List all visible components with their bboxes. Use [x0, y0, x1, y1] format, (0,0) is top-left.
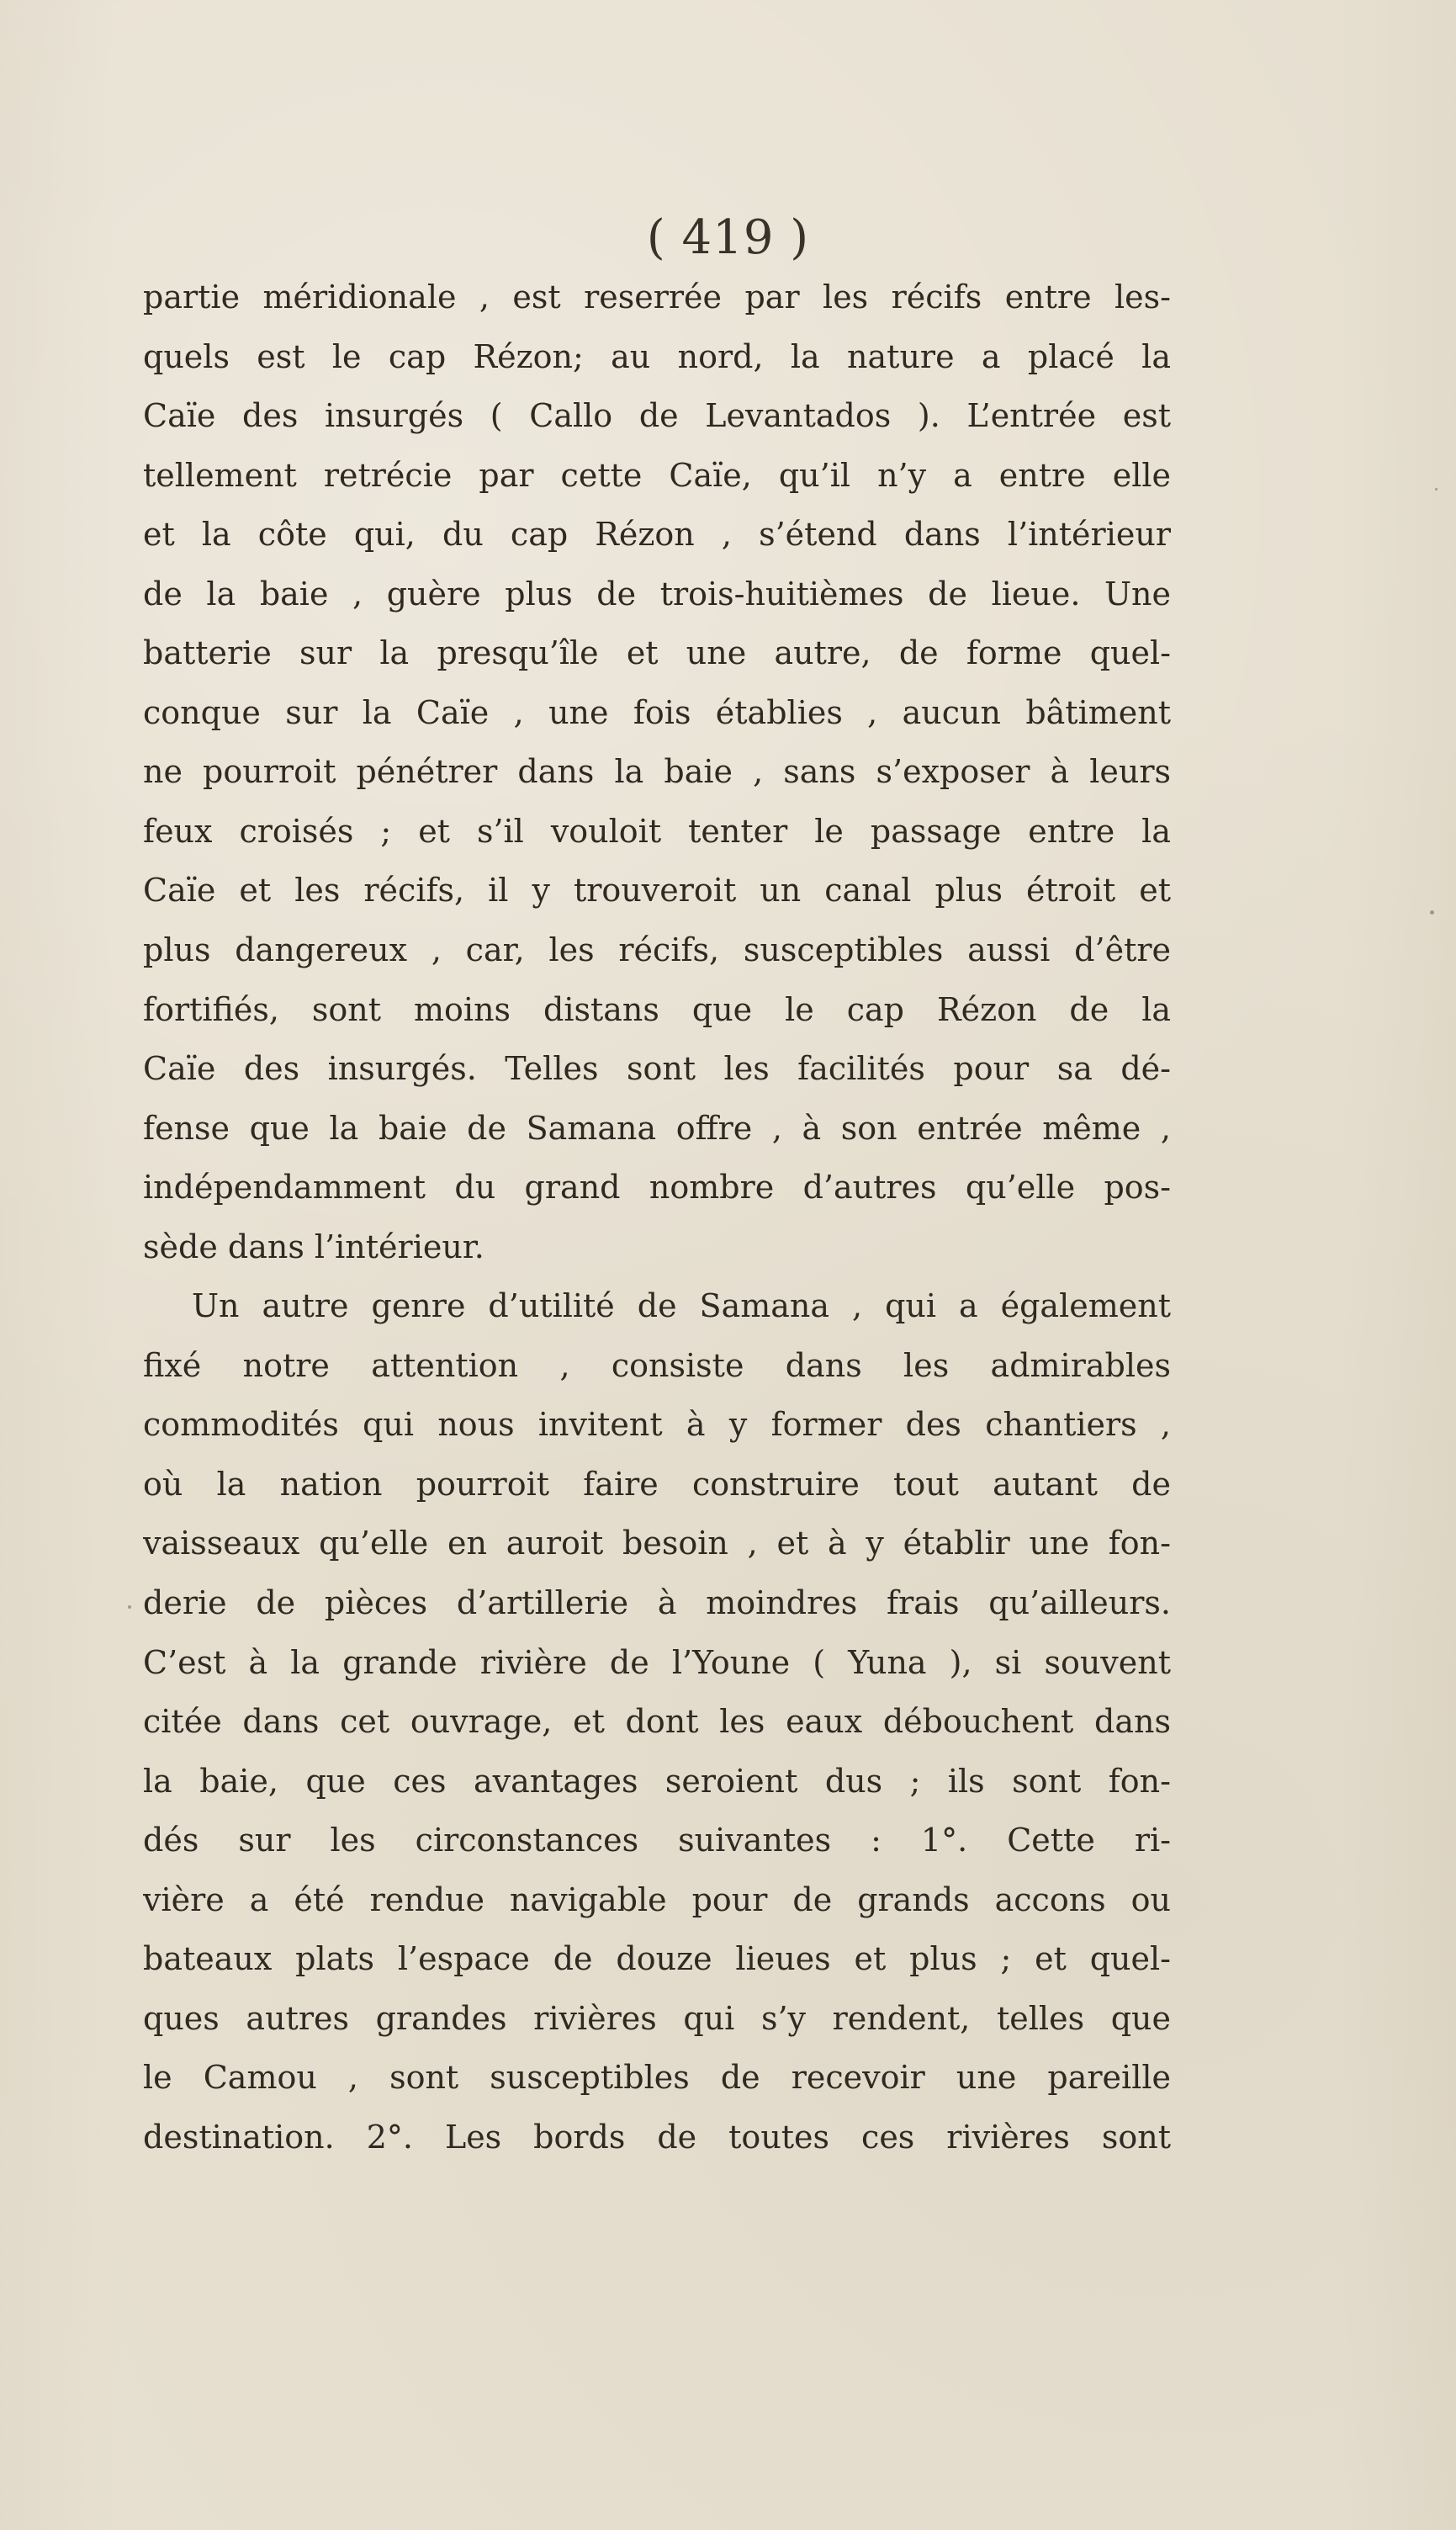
- text-line: vière a été rendue navigable pour de grands accons ou: [143, 1880, 1171, 1918]
- text-line: derie de pièces d’artillerie à moindres frais qu’ailleurs.: [143, 1584, 1171, 1622]
- text-line: la baie, que ces avantages seroient dus ; ils sont fon-: [143, 1762, 1171, 1800]
- text-line: ques autres grandes rivières qui s’y rendent, telles que: [143, 1999, 1171, 2037]
- text-line: fortifiés, sont moins distans que le cap Rézon de la: [143, 990, 1171, 1028]
- text-line: indépendamment du grand nombre d’autres qu’elle pos-: [143, 1169, 1171, 1207]
- paragraph-end-line: sède dans l’intérieur.: [143, 1228, 484, 1265]
- text-line: de la baie , guère plus de trois-huitièmes de lieue. Une: [143, 575, 1171, 613]
- text-line: partie méridionale , est reserrée par les récifs entre les-: [143, 278, 1171, 316]
- text-line: vaisseaux qu’elle en auroit besoin , et à y établir une fon-: [143, 1525, 1171, 1562]
- page-number: ( 419 ): [646, 210, 810, 265]
- text-line: plus dangereux , car, les récifs, susceptibles aussi d’être: [143, 931, 1171, 969]
- text-line: Caïe et les récifs, il y trouveroit un canal plus étroit et: [143, 872, 1171, 910]
- text-line: batterie sur la presqu’île et une autre, de forme quel-: [143, 634, 1171, 672]
- paragraph-start-line: Un autre genre d’utilité de Samana , qui a également: [192, 1287, 1171, 1325]
- paper-speck: [128, 1605, 131, 1609]
- text-line: fense que la baie de Samana offre , à son entrée même ,: [143, 1109, 1171, 1147]
- text-line: Caïe des insurgés ( Callo de Levantados ). L’entrée est: [143, 397, 1171, 435]
- text-line: Caïe des insurgés. Telles sont les facilités pour sa dé-: [143, 1050, 1171, 1088]
- text-line: commodités qui nous invitent à y former des chantiers ,: [143, 1406, 1171, 1444]
- text-line: bateaux plats l’espace de douze lieues et plus ; et quel-: [143, 1940, 1171, 1978]
- text-line: destination. 2°. Les bords de toutes ces rivières sont: [143, 2118, 1171, 2156]
- text-line: le Camou , sont susceptibles de recevoir une pareille: [143, 2059, 1171, 2097]
- text-line: ne pourroit pénétrer dans la baie , sans s’exposer à leurs: [143, 753, 1171, 791]
- text-line: feux croisés ; et s’il vouloit tenter le passage entre la: [143, 812, 1171, 850]
- text-line: C’est à la grande rivière de l’Youne ( Yuna ), si souvent: [143, 1643, 1171, 1681]
- text-line: où la nation pourroit faire construire tout autant de: [143, 1465, 1171, 1503]
- text-line: tellement retrécie par cette Caïe, qu’il n’y a entre elle: [143, 456, 1171, 494]
- text-line: fixé notre attention , consiste dans les admirables: [143, 1346, 1171, 1384]
- paper-speck: [1435, 488, 1437, 491]
- text-line: et la côte qui, du cap Rézon , s’étend dans l’intérieur: [143, 516, 1171, 554]
- text-line: quels est le cap Rézon; au nord, la nature a placé la: [143, 337, 1171, 375]
- body-text: [143, 268, 1171, 2167]
- text-line: conque sur la Caïe , une fois établies , aucun bâtiment: [143, 693, 1171, 731]
- paper-speck: [1430, 910, 1434, 915]
- text-line: dés sur les circonstances suivantes : 1°. Cette ri-: [143, 1822, 1171, 1859]
- text-line: citée dans cet ouvrage, et dont les eaux débouchent dans: [143, 1703, 1171, 1741]
